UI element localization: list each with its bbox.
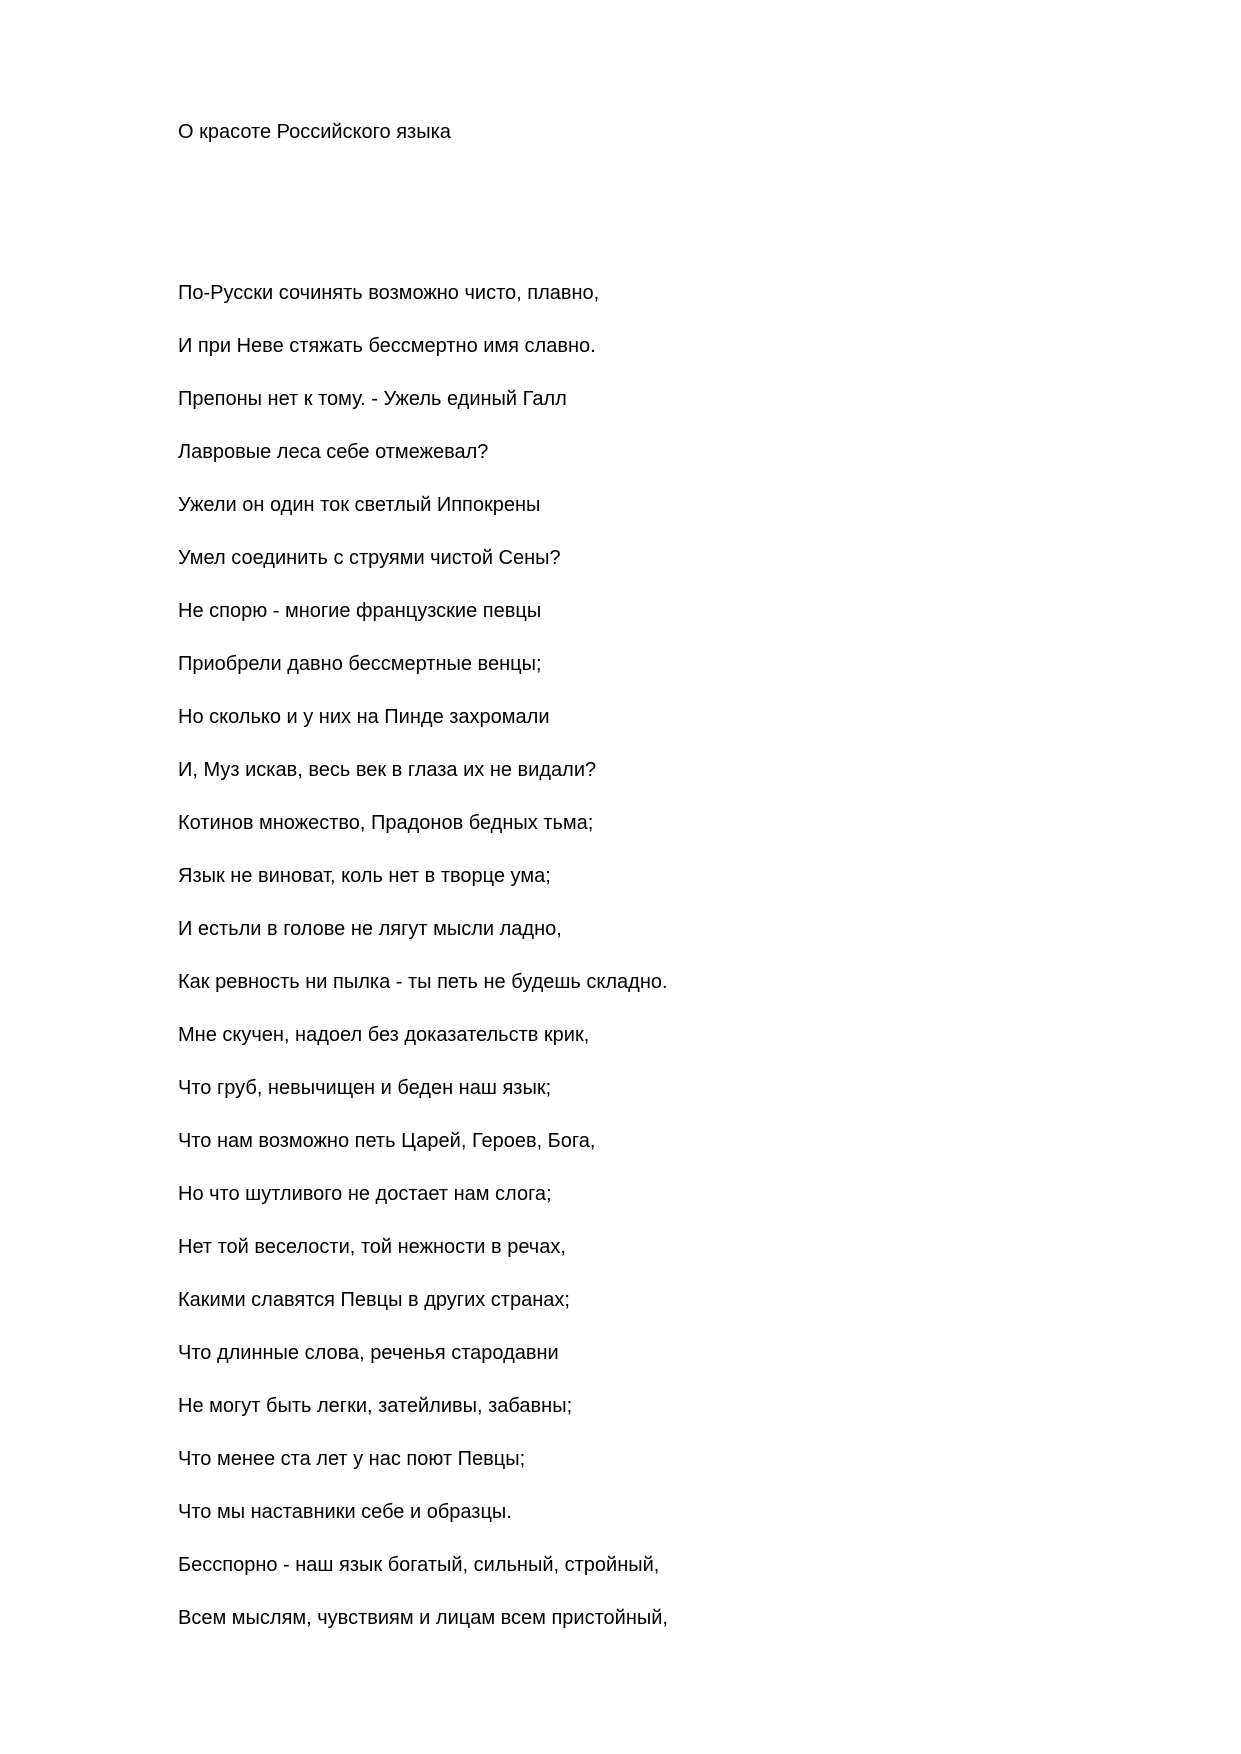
- poem-line: Но сколько и у них на Пинде захромали: [178, 706, 550, 728]
- poem-line: Язык не виноват, коль нет в творце ума;: [178, 865, 551, 887]
- poem-line: Нет той веселости, той нежности в речах,: [178, 1236, 566, 1258]
- poem-line: И естьли в голове не лягут мысли ладно,: [178, 918, 562, 940]
- poem-line: Котинов множество, Прадонов бедных тьма;: [178, 812, 594, 834]
- poem-line: Что груб, невычищен и беден наш язык;: [178, 1077, 552, 1099]
- poem-line: И при Неве стяжать бессмертно имя славно.: [178, 335, 596, 357]
- poem-line: Лавровые леса себе отмежевал?: [178, 441, 489, 463]
- poem-line: Что менее ста лет у нас поют Певцы;: [178, 1448, 526, 1470]
- poem-line: Мне скучен, надоел без доказательств крик,: [178, 1024, 590, 1046]
- poem-line: Препоны нет к тому. - Ужель единый Галл: [178, 388, 567, 410]
- poem-line: По-Русски сочинять возможно чисто, плавно,: [178, 282, 600, 304]
- poem-body: [178, 278, 668, 1656]
- poem-line: Но что шутливого не достает нам слога;: [178, 1183, 552, 1205]
- poem-line: И, Муз искав, весь век в глаза их не видали?: [178, 759, 597, 781]
- poem-line: Не могут быть легки, затейливы, забавны;: [178, 1395, 573, 1417]
- poem-line: Всем мыслям, чувствиям и лицам всем пристойный,: [178, 1607, 668, 1629]
- document-title: О красоте Российского языка: [178, 121, 451, 143]
- poem-line: Ужели он один ток светлый Иппокрены: [178, 494, 541, 516]
- poem-line: Какими славятся Певцы в других странах;: [178, 1289, 570, 1311]
- poem-line: Приобрели давно бессмертные венцы;: [178, 653, 542, 675]
- poem-line: Не спорю - многие французские певцы: [178, 600, 542, 622]
- poem-line: Бесспорно - наш язык богатый, сильный, стройный,: [178, 1554, 660, 1576]
- poem-line: Что нам возможно петь Царей, Героев, Бога,: [178, 1130, 596, 1152]
- poem-line: Как ревность ни пылка - ты петь не будешь складно.: [178, 971, 668, 993]
- poem-line: Что мы наставники себе и образцы.: [178, 1501, 512, 1523]
- poem-line: Что длинные слова, реченья стародавни: [178, 1342, 559, 1364]
- poem-line: Умел соединить с струями чистой Сены?: [178, 547, 561, 569]
